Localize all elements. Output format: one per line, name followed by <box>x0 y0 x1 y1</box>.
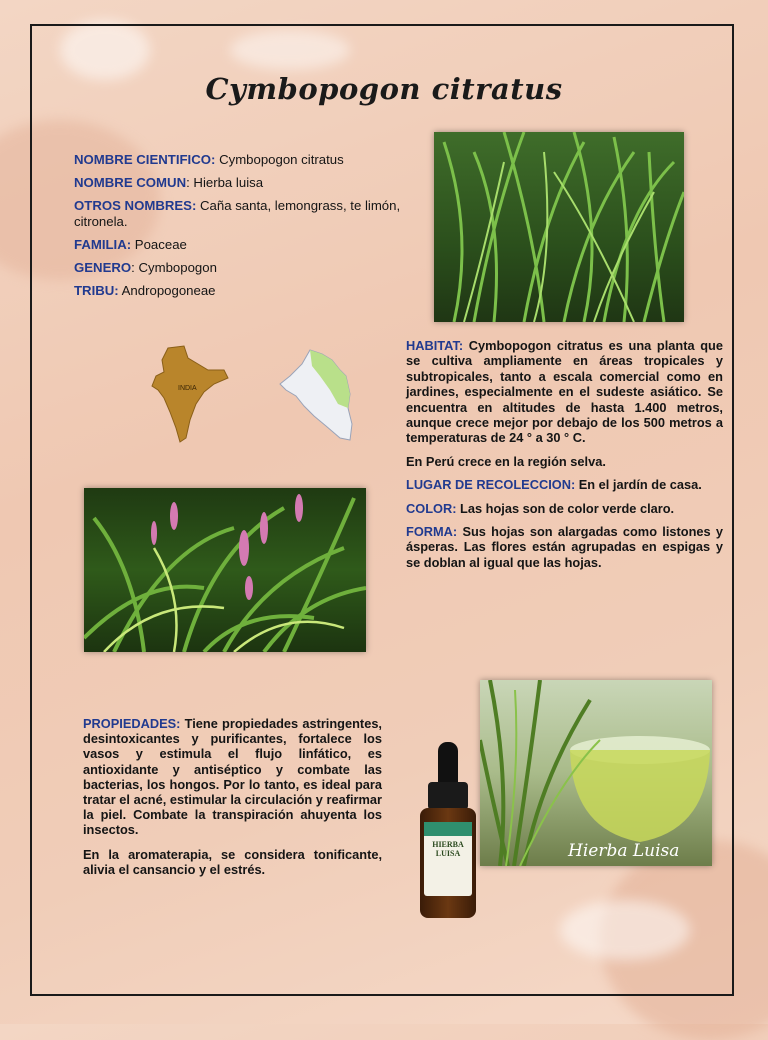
bottle-cap <box>428 782 468 810</box>
nombre-cientifico <box>74 152 409 168</box>
nombre-cientifico-value: Cymbopogon citratus <box>215 152 344 167</box>
tribu <box>74 283 409 299</box>
habitat <box>406 338 723 446</box>
color-value: Las hojas son de color verde claro. <box>456 500 675 516</box>
genero-label: GENERO <box>74 260 132 275</box>
propiedades-value: Tiene propiedades astringentes, desintoxicantes y purificantes, fortalece los vasos y estimula el flujo linfático, es antioxidante y antiséptico y combate las bacterias, los hongos. Por lo tanto, es ideal para tratar el acné, estimular la circulación y reafirmar la piel. Combate la transpiración ahuyenta los insectos. <box>83 716 382 838</box>
lugar-value: En el jardín de casa. <box>575 477 702 493</box>
page-title: Cymbopogon citratus <box>205 72 563 106</box>
genero <box>74 260 409 276</box>
lemongrass-photo <box>434 132 684 322</box>
forma <box>406 524 723 570</box>
tea-illustration <box>480 680 712 866</box>
lugar-label: LUGAR DE RECOLECCION: <box>406 477 576 493</box>
propiedades-label: PROPIEDADES: <box>83 716 181 731</box>
tea-photo <box>480 680 712 866</box>
details-block <box>406 338 723 578</box>
bottle-body <box>420 808 476 918</box>
bottle-label-line1: HIERBA <box>432 840 464 849</box>
nombre-comun-value: : Hierba luisa <box>186 175 264 190</box>
propiedades-block <box>83 716 382 886</box>
info-block <box>74 152 409 306</box>
peru-text: En Perú crece en la región selva. <box>406 453 606 469</box>
tribu-label: TRIBU: <box>74 283 119 298</box>
india-map <box>148 342 232 446</box>
habitat-value: Cymbopogon citratus es una planta que se cultiva ampliamente en áreas tropicales y subtropicales, tanto a escala comercial como en jardines, especialmente en el sudeste asiático. Se encuentra en altitudes de hasta 1.400 metros, aunque crece mejor por debajo de los 500 metros a temperaturas de 24 ° a 30 ° C. <box>406 338 723 446</box>
forma-value: Sus hojas son alargadas como listones y ásperas. Las flores están agrupadas en espigas y se doblan al igual que las hojas. <box>406 524 723 570</box>
india-label: INDIA <box>178 385 197 392</box>
grass-illustration <box>434 132 684 322</box>
otros-nombres-label: OTROS NOMBRES: <box>74 198 197 213</box>
peru-map <box>276 346 356 444</box>
tribu-value: Andropogoneae <box>118 283 216 298</box>
propiedades <box>83 716 382 838</box>
flower-illustration <box>84 488 366 652</box>
habitat-label: HABITAT: <box>406 338 464 353</box>
familia-label: FAMILIA: <box>74 237 132 252</box>
tea-caption: Hierba Luisa <box>568 841 680 861</box>
aromaterapia-text: En la aromaterapia, se considera tonificante, alivia el cansancio y el estrés. <box>83 846 382 877</box>
otros-nombres <box>74 198 409 230</box>
bottle-label <box>424 822 472 896</box>
familia-value: Poaceae <box>131 237 187 252</box>
flowering-plant-photo <box>84 488 366 652</box>
lugar <box>406 477 723 492</box>
familia <box>74 237 409 253</box>
color-label: COLOR: <box>406 500 457 516</box>
nombre-comun-label: NOMBRE COMUN <box>74 175 187 190</box>
nombre-cientifico-label: NOMBRE CIENTIFICO: <box>74 152 216 167</box>
otros-nombres-value: Caña santa, lemongrass, te limón, citronela. <box>74 198 401 229</box>
nombre-comun <box>74 175 409 191</box>
bottle-dropper <box>438 742 458 786</box>
color <box>406 501 723 516</box>
genero-value: : Cymbopogon <box>131 260 217 275</box>
bottle-label-line2: LUISA <box>435 849 461 858</box>
forma-label: FORMA: <box>406 524 458 540</box>
essential-oil-bottle <box>418 742 478 918</box>
